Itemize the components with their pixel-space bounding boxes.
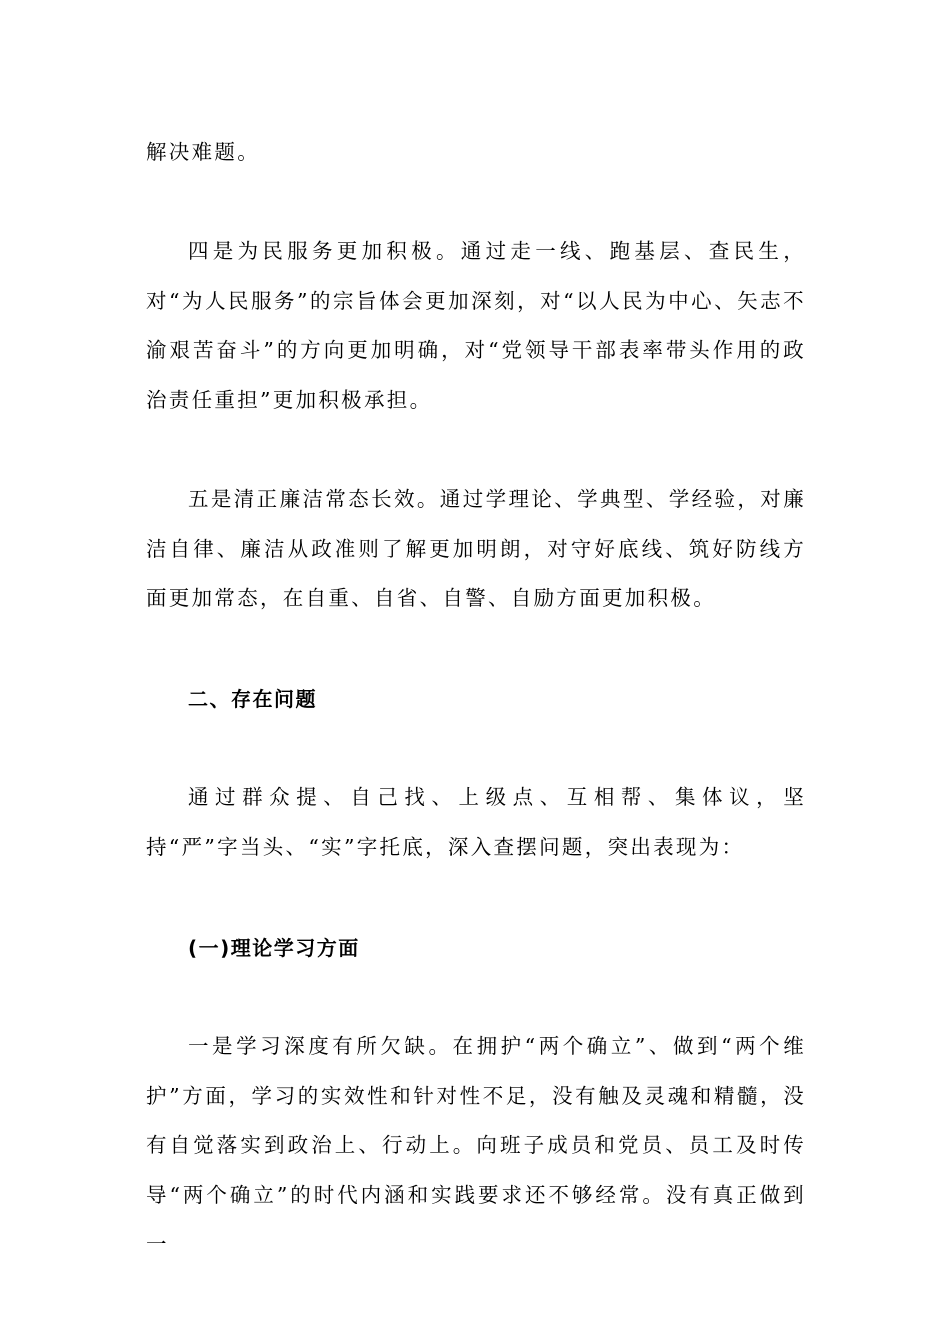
paragraph-integrity: 五是清正廉洁常态长效。通过学理论、学典型、学经验，对廉洁自律、廉洁从政准则了解更加明朗，对守好底线、筑好防线方面更加常态，在自重、自省、自警、自励方面更加积极。 bbox=[146, 487, 806, 610]
paragraph-study-depth: 一是学习深度有所欠缺。在拥护“两个确立”、做到“两个维护”方面，学习的实效性和针对性不足，没有触及灵魂和精髓，没有自觉落实到政治上、行动上。向班子成员和党员、员工及时传导“两个确立”的时代内涵和实践要求还不够经常。没有真正做到一 bbox=[146, 1034, 806, 1256]
paragraph-problems-intro: 通过群众提、自己找、上级点、互相帮、集体议，坚持“严”字当头、“实”字托底，深入查摆问题，突出表现为： bbox=[146, 785, 806, 859]
section-heading-problems: 二、存在问题 bbox=[188, 687, 317, 711]
paragraph-continuation: 解决难题。 bbox=[146, 140, 260, 164]
paragraph-serve-people: 四是为民服务更加积极。通过走一线、跑基层、查民生，对“为人民服务”的宗旨体会更加深刻，对“以人民为中心、矢志不渝艰苦奋斗”的方向更加明确，对“党领导干部表率带头作用的政治责任重担”更加积极承担。 bbox=[146, 239, 806, 412]
subsection-heading-theory: (一)理论学习方面 bbox=[188, 936, 360, 960]
